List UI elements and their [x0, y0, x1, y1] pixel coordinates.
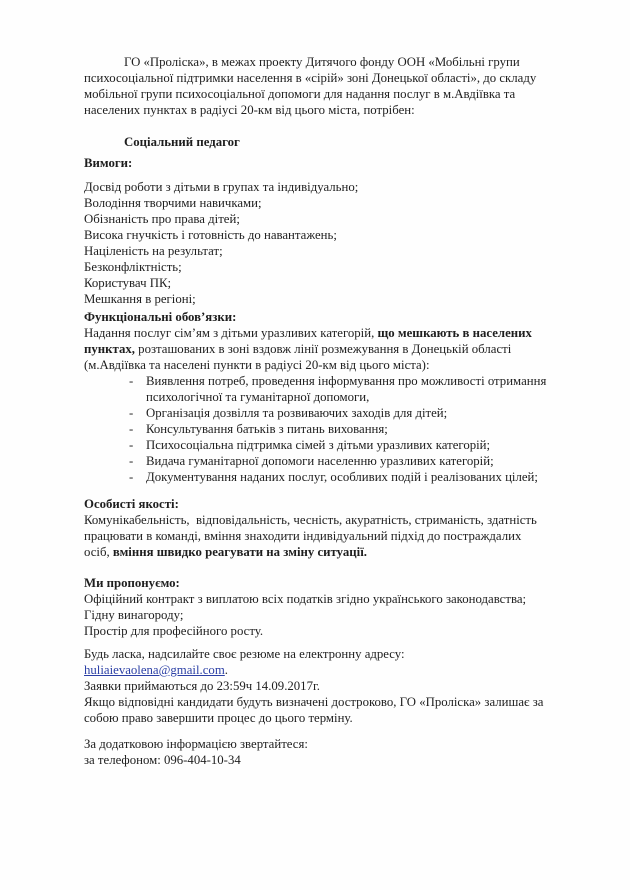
qualities-bold-phrase: вміння швидко реагувати на зміну ситуації. — [112, 545, 367, 559]
qualities-text: Комунікабельність, відповідальність, чесність, акуратність, стриманість, здатність працювати в команді, вміння знаходити індивідуальний підхід до постраждалих осіб, — [84, 513, 537, 559]
requirements-list — [84, 179, 550, 307]
requirement-item: Націленість на результат; — [84, 244, 223, 258]
duty-item — [84, 405, 550, 421]
offer-item: Гідну винагороду; — [84, 608, 184, 622]
qualities-heading: Особисті якості: — [84, 497, 179, 511]
requirement-item: Обізнаність про права дітей; — [84, 212, 240, 226]
duties-heading: Функціональні обов’язки: — [84, 310, 237, 324]
duty-item — [84, 453, 550, 469]
duty-item — [84, 469, 550, 485]
offer-item: Простір для професійного росту. — [84, 624, 264, 638]
contacts-phone-line: за телефоном: 096-404-10-34 — [84, 753, 241, 767]
duty-item — [84, 437, 550, 453]
apply-paragraph — [84, 646, 550, 726]
duties-intro-paragraph — [84, 325, 550, 373]
bullet-dash: - — [129, 406, 134, 420]
apply-line1-text: Будь ласка, надсилайте своє резюме на електронну адресу: — [84, 647, 405, 661]
requirements-heading: Вимоги: — [84, 156, 133, 170]
requirement-item: Користувач ПК; — [84, 276, 172, 290]
duties-intro-text-2: розташованих в зоні вздовж лінії розмежування в Донецькій області (м.Авдіївка та населені пункти в радіусі 20-км від цього міста): — [84, 342, 512, 372]
requirement-item: Мешкання в регіоні; — [84, 292, 196, 306]
requirement-item: Володіння творчими навичками; — [84, 196, 262, 210]
bullet-dash: - — [129, 438, 134, 452]
duty-item-text: Психосоціальна підтримка сімей з дітьми уразливих категорій; — [146, 438, 491, 452]
bullet-dash: - — [129, 470, 134, 484]
requirement-item: Безконфліктність; — [84, 260, 182, 274]
position-title: Соціальний педагог — [124, 135, 240, 149]
qualities-paragraph — [84, 512, 550, 560]
duties-intro-text-1: Надання послуг сім’ям з дітьми уразливих категорій, — [84, 326, 378, 340]
offer-list — [84, 591, 550, 639]
duty-item-text: Виявлення потреб, проведення інформування про можливості отримання психологічної та гуманітарної допомоги, — [146, 374, 547, 404]
duty-item-text: Видача гуманітарної допомоги населенню уразливих категорій; — [146, 454, 494, 468]
email-link[interactable]: huliaievaolena@gmail.com — [84, 663, 225, 677]
duty-item-text: Організація дозвілля та розвиваючих заходів для дітей; — [146, 406, 448, 420]
offer-heading: Ми пропонуємо: — [84, 576, 180, 590]
duty-item-text: Консультування батьків з питань виховання; — [146, 422, 388, 436]
duty-item-text: Документування наданих послуг, особливих подій і реалізованих цілей; — [146, 470, 538, 484]
bullet-dash: - — [129, 454, 134, 468]
contacts-block — [84, 736, 550, 768]
apply-deadline-line: Заявки приймаються до 23:59ч 14.09.2017г. — [84, 679, 320, 693]
apply-line1-period: . — [224, 663, 228, 677]
intro-paragraph: ГО «Проліска», в межах проекту Дитячого фонду ООН «Мобільні групи психосоціальної підтримки населення в «сірій» зоні Донецької області», до складу мобільної групи психосоціальної допомоги для надання послуг в м.Авдіївка та населених пунктах в радіусі 20-км від цього міста, потрібен: — [84, 55, 537, 117]
contacts-intro-line: За додатковою інформацією звертайтеся: — [84, 737, 308, 751]
duties-list — [84, 373, 550, 485]
requirement-item: Досвід роботи з дітьми в групах та індивідуально; — [84, 180, 359, 194]
duties-intro-bold-phrase: що мешкають в населених пунктах, — [84, 326, 532, 356]
bullet-dash: - — [129, 422, 134, 436]
duty-item — [84, 373, 550, 405]
duty-item — [84, 421, 550, 437]
apply-early-close-line: Якщо відповідні кандидати будуть визначені достроково, ГО «Проліска» залишає за собою право завершити процес до цього терміну. — [84, 695, 544, 725]
bullet-dash: - — [129, 374, 134, 388]
offer-item: Офіційний контракт з виплатою всіх податків згідно українського законодавства; — [84, 592, 527, 606]
requirement-item: Висока гнучкість і готовність до навантажень; — [84, 228, 337, 242]
